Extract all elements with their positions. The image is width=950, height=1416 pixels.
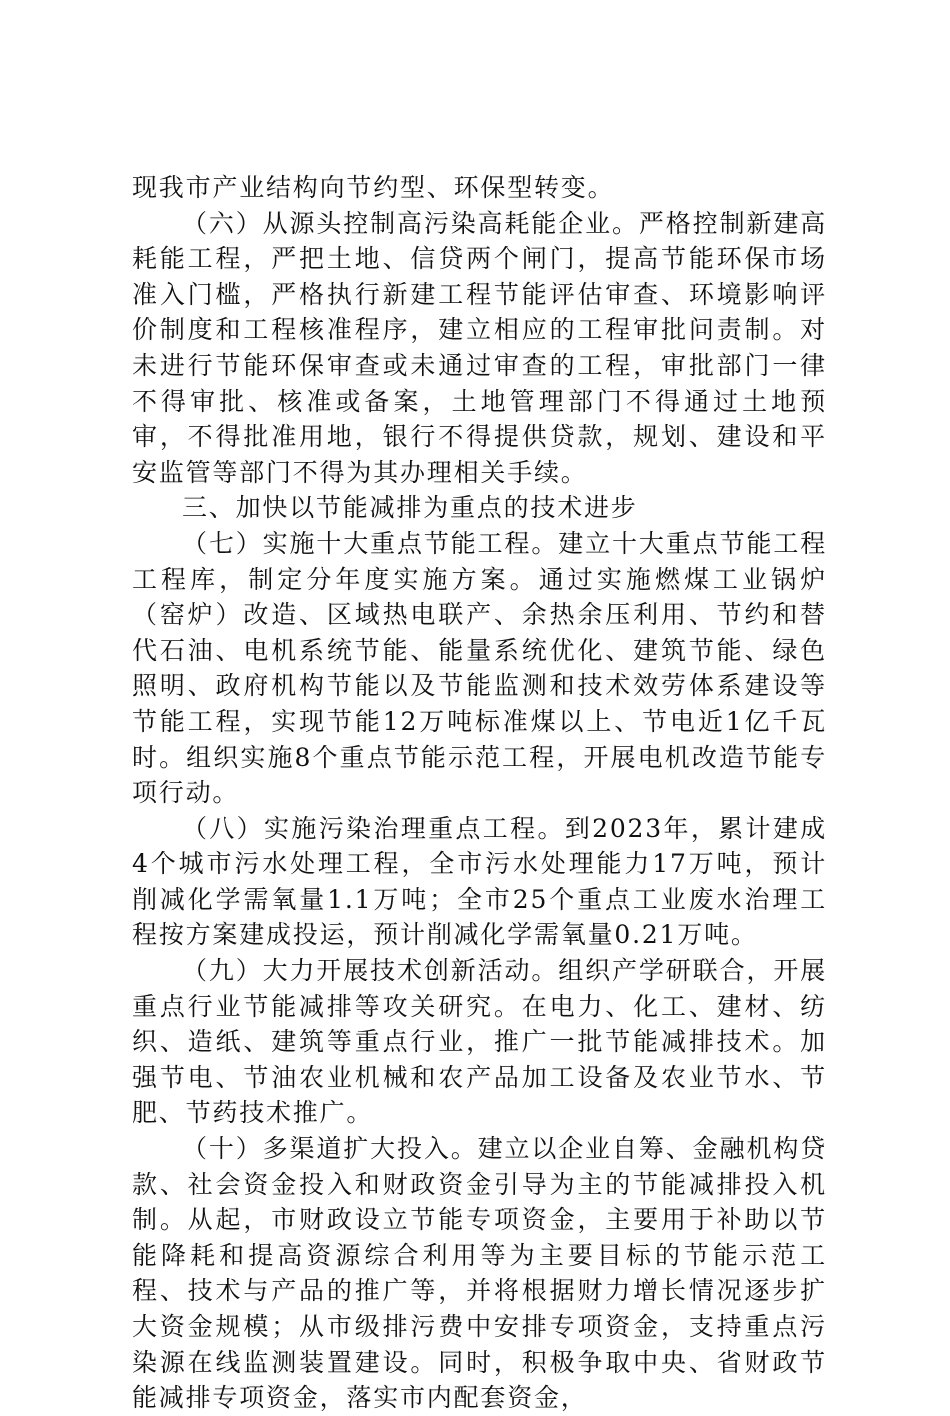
- paragraph-continuation: 现我市产业结构向节约型、环保型转变。: [132, 173, 615, 202]
- paragraph-item-6: （六）从源头控制高污染高耗能企业。严格控制新建高耗能工程，严把土地、信贷两个闸门，提高节能环保市场准入门槛，严格执行新建工程节能评估审查、环境影响评价制度和工程核准程序，建立相应的工程审批问责制。对未进行节能环保审查或未通过审查的工程，审批部门一律不得审批、核准或备案，土地管理部门不得通过土地预审，不得批准用地，银行不得提供贷款，规划、建设和平安监管等部门不得为其办理相关手续。: [132, 208, 827, 487]
- section-heading-3: 三、加快以节能减排为重点的技术进步: [182, 493, 638, 523]
- paragraph-item-10: （十）多渠道扩大投入。建立以企业自筹、金融机构贷款、社会资金投入和财政资金引导为主的节能减排投入机制。从起，市财政设立节能专项资金，主要用于补助以节能降耗和提高资源综合利用等为主要目标的节能示范工程、技术与产品的推广等，并将根据财力增长情况逐步扩大资金规模；从市级排污费中安排专项资金，支持重点污染源在线监测装置建设。同时，积极争取中央、省财政节能减排专项资金，落实市内配套资金，: [132, 1134, 827, 1413]
- paragraph-item-7: （七）实施十大重点节能工程。建立十大重点节能工程工程库，制定分年度实施方案。通过实施燃煤工业锅炉（窑炉）改造、区域热电联产、余热余压利用、节约和替代石油、电机系统节能、能量系统优化、建筑节能、绿色照明、政府机构节能以及节能监测和技术效劳体系建设等节能工程，实现节能12万吨标准煤以上、节电近1亿千瓦时。组织实施8个重点节能示范工程，开展电机改造节能专项行动。: [132, 528, 827, 808]
- document-body: [132, 170, 827, 1416]
- paragraph-item-9: （九）大力开展技术创新活动。组织产学研联合，开展重点行业节能减排等攻关研究。在电力、化工、建材、纺织、造纸、建筑等重点行业，推广一批节能减排技术。加强节电、节油农业机械和农产品加工设备及农业节水、节肥、节药技术推广。: [132, 956, 827, 1128]
- paragraph-item-8: （八）实施污染治理重点工程。到2023年，累计建成4个城市污水处理工程，全市污水处理能力17万吨，预计削减化学需氧量1.1万吨；全市25个重点工业废水治理工程按方案建成投运，预计削减化学需氧量0.21万吨。: [132, 813, 827, 950]
